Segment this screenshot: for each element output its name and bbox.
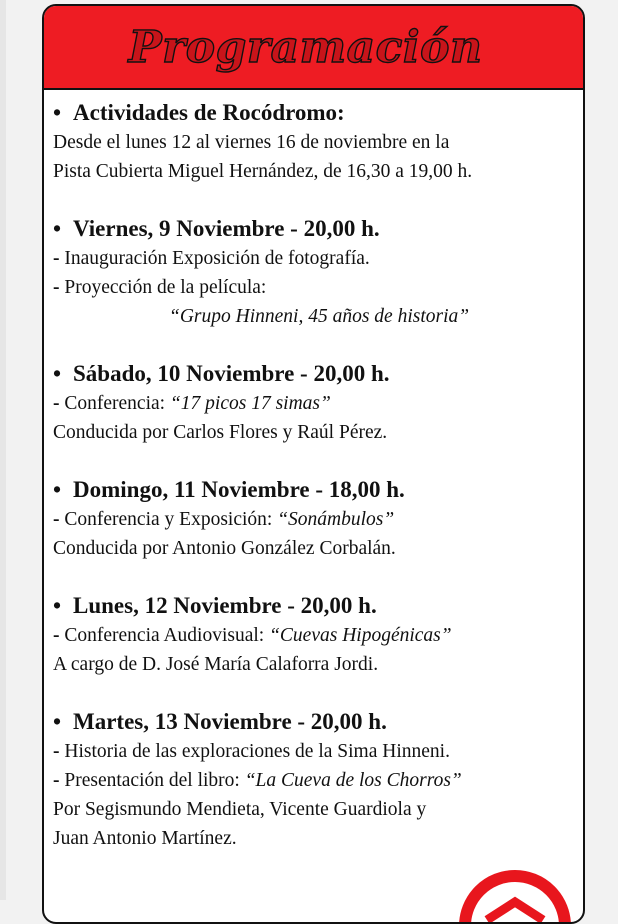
section-title	[53, 359, 583, 389]
list-item	[53, 505, 583, 534]
talk-title-quote: “Sonámbulos”	[277, 509, 395, 530]
list-item	[53, 737, 583, 766]
list-item	[53, 621, 583, 650]
section-title-text: Martes, 13 Noviembre - 20,00 h.	[73, 709, 387, 734]
dash-marker: -	[53, 741, 60, 762]
dash-marker: -	[53, 625, 60, 646]
speaker-note: Por Segismundo Mendieta, Vicente Guardiola y	[53, 799, 427, 820]
text-line: Desde el lunes 12 al viernes 16 de noviembre en la	[53, 132, 450, 153]
dash-marker: -	[53, 509, 60, 530]
section-martes	[53, 707, 583, 853]
speaker-note: A cargo de D. José María Calaforra Jordi.	[53, 654, 379, 675]
text-line: Pista Cubierta Miguel Hernández, de 16,30 a 19,00 h.	[53, 161, 473, 182]
talk-title-quote: “Cuevas Hipogénicas”	[269, 625, 452, 646]
list-item	[53, 766, 583, 795]
list-item	[53, 244, 583, 273]
page-background-strip	[0, 0, 6, 900]
programme-card	[42, 4, 585, 924]
section-title	[53, 707, 583, 737]
section-lunes	[53, 591, 583, 679]
section-title-text: Domingo, 11 Noviembre - 18,00 h.	[73, 477, 405, 502]
circular-red-logo-icon	[457, 868, 573, 924]
list-item-text: Inauguración Exposición de fotografía.	[64, 248, 370, 269]
list-item	[53, 389, 583, 418]
dash-marker: -	[53, 277, 60, 298]
speaker-note: Conducida por Carlos Flores y Raúl Pérez.	[53, 422, 388, 443]
dash-marker: -	[53, 770, 60, 791]
section-viernes	[53, 214, 583, 331]
section-sabado	[53, 359, 583, 447]
section-title	[53, 591, 583, 621]
section-rocodromo	[53, 98, 583, 186]
list-item-text: Historia de las exploraciones de la Sima Hinneni.	[64, 741, 450, 762]
section-domingo	[53, 475, 583, 563]
page-title: Programación	[128, 21, 483, 73]
list-item-text: Conferencia y Exposición:	[64, 509, 278, 530]
bullet-icon: •	[53, 216, 62, 241]
list-item-text: Conferencia:	[64, 393, 170, 414]
bullet-icon: •	[53, 593, 62, 618]
list-item	[53, 273, 583, 302]
list-item-text: Conferencia Audiovisual:	[64, 625, 270, 646]
bullet-icon: •	[53, 100, 62, 125]
dash-marker: -	[53, 248, 60, 269]
section-title-text: Lunes, 12 Noviembre - 20,00 h.	[73, 593, 377, 618]
section-title	[53, 214, 583, 244]
talk-title-quote: “17 picos 17 simas”	[169, 393, 331, 414]
speaker-note: Conducida por Antonio González Corbalán.	[53, 538, 396, 559]
section-title-text: Sábado, 10 Noviembre - 20,00 h.	[73, 361, 390, 386]
list-item-text: Proyección de la película:	[64, 277, 267, 298]
bullet-icon: •	[53, 477, 62, 502]
book-title-quote: “La Cueva de los Chorros”	[244, 770, 462, 791]
programme-content	[53, 98, 583, 881]
film-title-quote: “Grupo Hinneni, 45 años de historia”	[169, 306, 470, 327]
section-title-text: Actividades de Rocódromo:	[73, 100, 345, 125]
bullet-icon: •	[53, 361, 62, 386]
list-item-text: Presentación del libro:	[64, 770, 245, 791]
bullet-icon: •	[53, 709, 62, 734]
header-banner	[44, 6, 583, 90]
speaker-note: Juan Antonio Martínez.	[53, 828, 237, 849]
section-title-text: Viernes, 9 Noviembre - 20,00 h.	[73, 216, 380, 241]
section-title	[53, 98, 583, 128]
section-title	[53, 475, 583, 505]
dash-marker: -	[53, 393, 60, 414]
